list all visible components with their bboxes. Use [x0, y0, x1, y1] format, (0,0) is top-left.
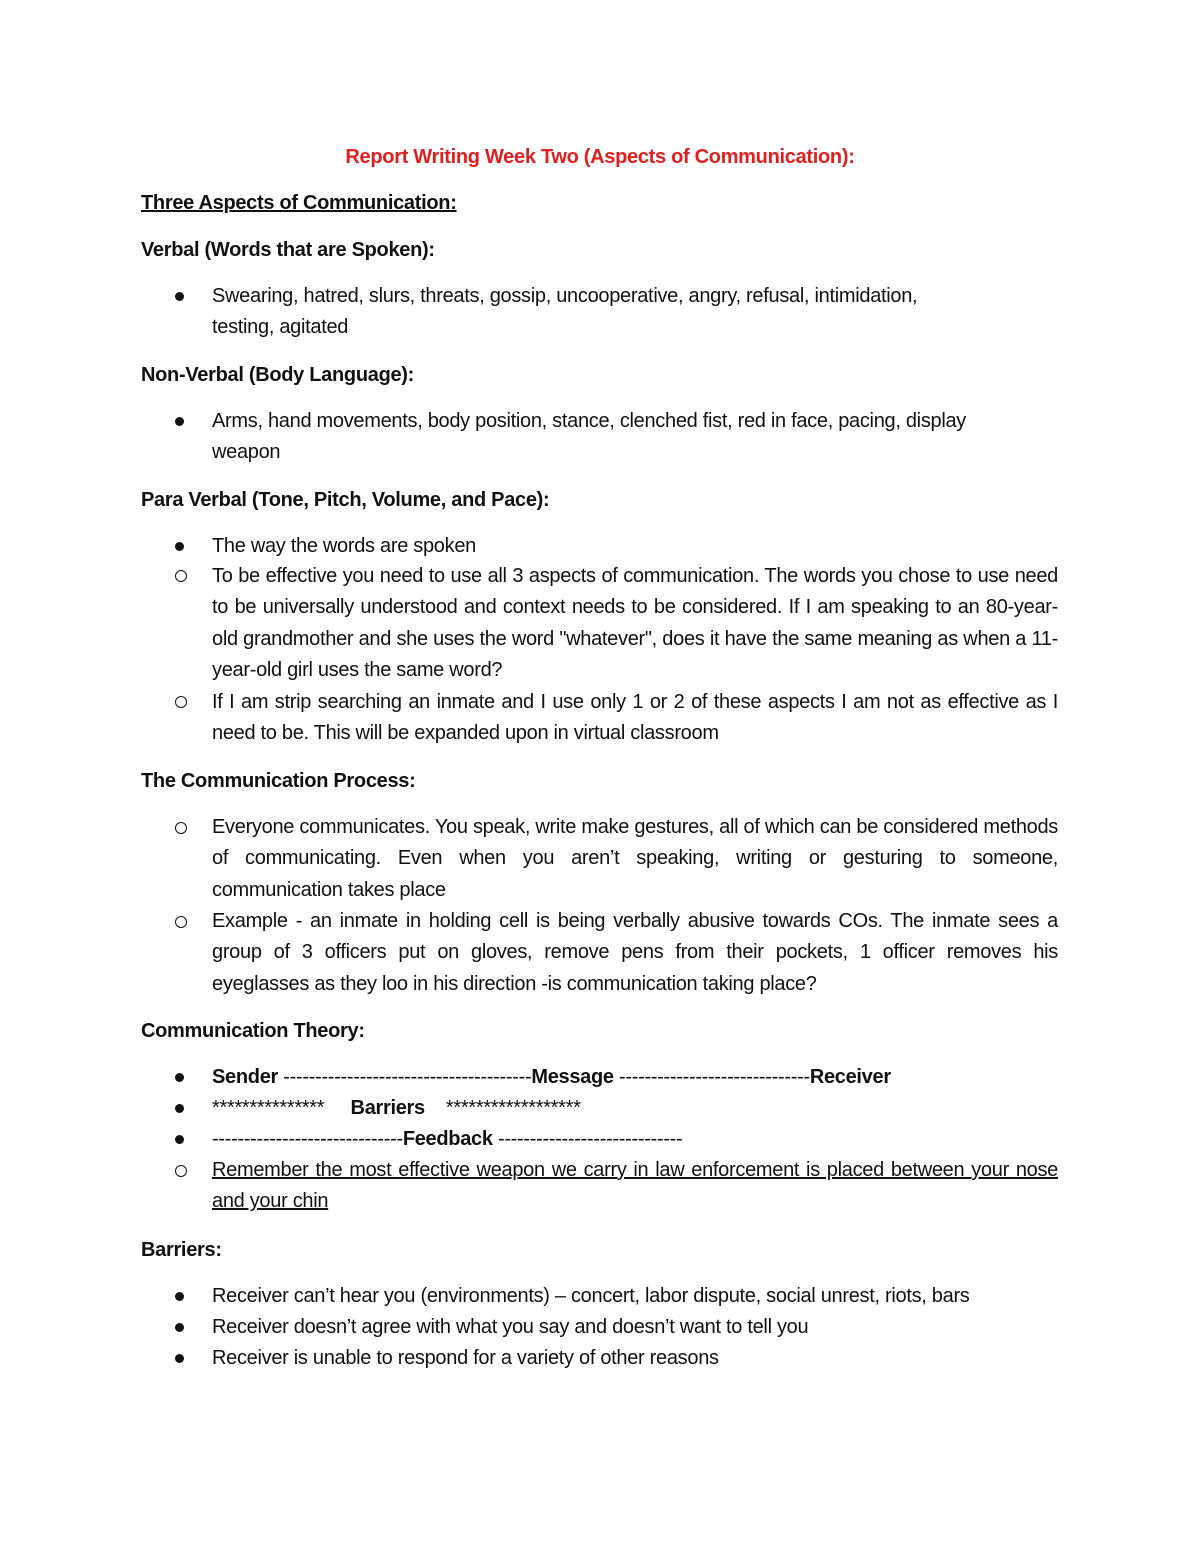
page-title: Report Writing Week Two (Aspects of Communication): — [345, 146, 855, 168]
bullet-icon — [175, 1104, 184, 1113]
bullet-icon — [175, 542, 184, 551]
heading-nonverbal: Non-Verbal (Body Language): — [141, 364, 415, 386]
paraverbal-sub-1: To be effective you need to use all 3 aspects of communication. The words you chose to use need to be universally understood and context needs to be considered. If I am speaking to an 80-year-old grandmother and she uses the word "whatever", does it have the same meaning as when a 11-year-old girl uses the same word? — [212, 565, 1058, 682]
theory-line-sender — [212, 1062, 1058, 1093]
heading-communication-process: The Communication Process: — [141, 770, 416, 792]
hollow-bullet-icon — [175, 696, 187, 708]
heading-paraverbal: Para Verbal (Tone, Pitch, Volume, and Pace): — [141, 489, 550, 511]
nonverbal-bullet-1-line-2: weapon — [212, 441, 281, 464]
stars: *************** — [212, 1097, 325, 1119]
hollow-bullet-icon — [175, 916, 187, 928]
bullet-icon — [175, 292, 184, 301]
barrier-item: Receiver is unable to respond for a variety of other reasons — [212, 1347, 719, 1369]
barrier-item: Receiver doesn’t agree with what you say and doesn’t want to tell you — [212, 1316, 809, 1338]
dashes: ------------------------------ — [212, 1128, 403, 1150]
theory-line-barriers — [212, 1093, 1058, 1124]
verbal-bullet-1-line-2: testing, agitated — [212, 316, 349, 339]
stars: ****************** — [445, 1097, 581, 1119]
verbal-bullet-1-line-1: Swearing, hatred, slurs, threats, gossip, uncooperative, angry, refusal, intimidation, — [212, 285, 918, 307]
dashes: --------------------------------------- — [283, 1066, 532, 1088]
process-sub-1: Everyone communicates. You speak, write make gestures, all of which can be considered methods of communicating. Even when you aren’t speaking, writing or gesturing to someone, communication takes place — [212, 816, 1058, 901]
receiver-label: Receiver — [809, 1066, 891, 1088]
paraverbal-sub-2: If I am strip searching an inmate and I use only 1 or 2 of these aspects I am not as effective as I need to be. This will be expanded upon in virtual classroom — [212, 691, 1058, 745]
theory-line-feedback — [212, 1124, 1058, 1155]
sender-label: Sender — [212, 1066, 279, 1088]
nonverbal-bullet-1 — [212, 406, 1058, 469]
message-label: Message — [531, 1066, 614, 1088]
section-heading-three-aspects: Three Aspects of Communication: — [141, 192, 457, 214]
heading-barriers: Barriers: — [141, 1239, 222, 1261]
bullet-icon — [175, 1073, 184, 1082]
theory-remember: Remember the most effective weapon we carry in law enforcement is placed between your nose and your chin — [212, 1159, 1058, 1213]
hollow-bullet-icon — [175, 570, 187, 582]
process-sub-2: Example - an inmate in holding cell is being verbally abusive towards COs. The inmate sees a group of 3 officers put on gloves, remove pens from their pockets, 1 officer removes his eyeglasses as they loo in his direction -is communication taking place? — [212, 910, 1058, 995]
hollow-bullet-icon — [175, 822, 187, 834]
hollow-bullet-icon — [175, 1165, 187, 1177]
dashes: ----------------------------- — [497, 1128, 683, 1150]
feedback-label: Feedback — [402, 1128, 493, 1150]
paraverbal-bullet-1: The way the words are spoken — [212, 535, 476, 557]
heading-communication-theory: Communication Theory: — [141, 1020, 365, 1042]
bullet-icon — [175, 1323, 184, 1332]
barriers-label: Barriers — [350, 1097, 425, 1119]
verbal-bullet-1 — [212, 281, 1058, 344]
barrier-item: Receiver can’t hear you (environments) – concert, labor dispute, social unrest, riots, bars — [212, 1285, 970, 1307]
bullet-icon — [175, 1354, 184, 1363]
nonverbal-bullet-1-line-1: Arms, hand movements, body position, stance, clenched fist, red in face, pacing, display — [212, 410, 967, 432]
bullet-icon — [175, 1135, 184, 1144]
bullet-icon — [175, 417, 184, 426]
bullet-icon — [175, 1292, 184, 1301]
heading-verbal: Verbal (Words that are Spoken): — [141, 239, 435, 261]
dashes: ------------------------------ — [619, 1066, 810, 1088]
